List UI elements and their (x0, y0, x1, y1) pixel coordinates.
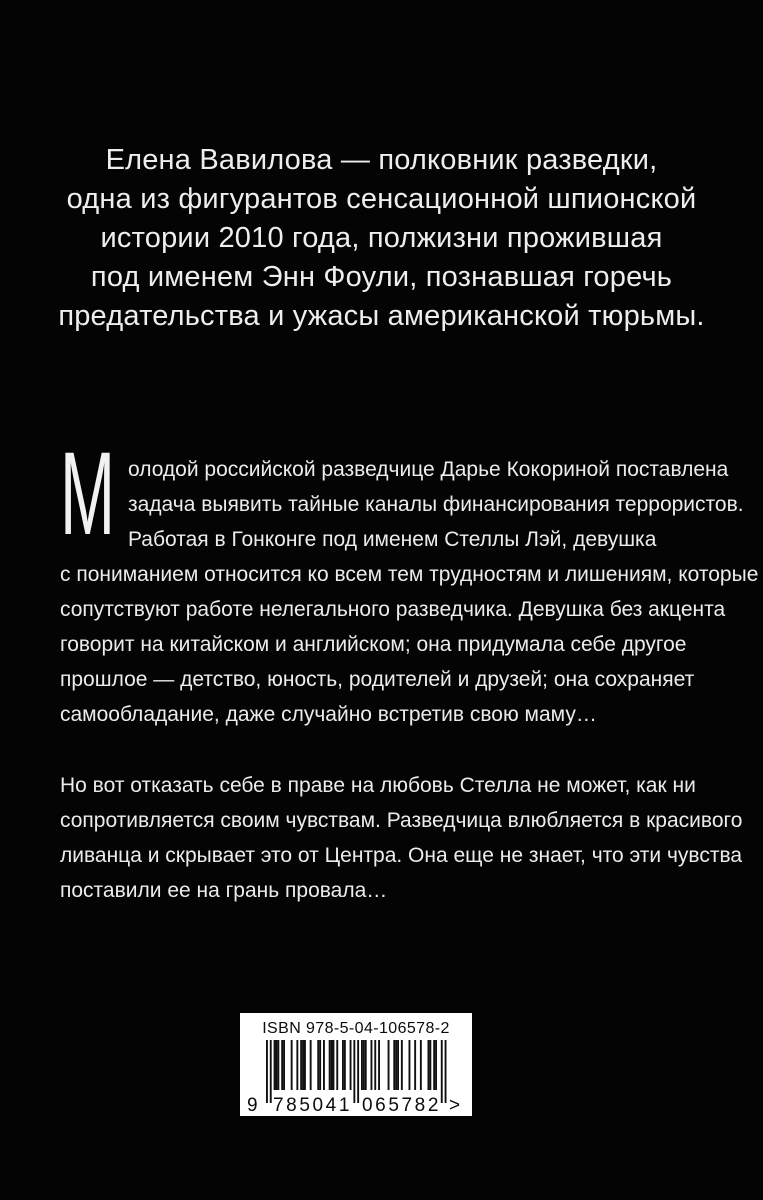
synopsis-line: Но вот отказать себе в праве на любовь Стелла не может, как ни (60, 774, 696, 797)
annotation-line-3: истории 2010 года, полжизни прожившая (100, 222, 663, 254)
ean-quiet-zone-mark: > (449, 1095, 461, 1116)
synopsis (60, 428, 759, 908)
isbn-label: ISBN 978-5-04-106578-2 (262, 1020, 450, 1037)
synopsis-line: говорит на китайском и английском; она придумала себе другое (60, 633, 687, 656)
synopsis-line: прошлое — детство, юность, родителей и друзей; она сохраняет (60, 668, 695, 691)
ean13-digits (240, 1095, 472, 1116)
ean-right-group: 065782 (362, 1095, 442, 1116)
ean13-bars (266, 1040, 447, 1103)
annotation-line-1: Елена Вавилова — полковник разведки, (105, 144, 658, 176)
synopsis-line: самообладание, даже случайно встретив свою маму… (60, 703, 597, 726)
ean-left-group: 785041 (273, 1095, 353, 1116)
synopsis-line: сопутствуют работе нелегального разведчика. Девушка без акцента (60, 598, 726, 621)
synopsis-line: поставили ее на грань провала… (60, 879, 388, 902)
synopsis-paragraph-2 (60, 768, 743, 908)
author-annotation (30, 141, 733, 336)
synopsis-line: с пониманием относится ко всем тем трудностям и лишениям, которые (60, 563, 759, 586)
synopsis-line: Работая в Гонконге под именем Стеллы Лэй, девушка (128, 528, 657, 551)
synopsis-line: задача выявить тайные каналы финансирования террористов. (128, 493, 744, 516)
ean-first-digit: 9 (247, 1095, 258, 1116)
isbn-barcode (240, 1013, 472, 1116)
synopsis-line: олодой российской разведчице Дарье Кокориной поставлена (128, 458, 729, 481)
drop-cap: М (60, 428, 116, 560)
annotation-line-2: одна из фигурантов сенсационной шпионской (66, 183, 697, 215)
annotation-line-4: под именем Энн Фоули, познавшая горечь (90, 261, 673, 293)
synopsis-line: ливанца и скрывает это от Центра. Она еще не знает, что эти чувства (60, 844, 743, 867)
synopsis-line: сопротивляется своим чувствам. Разведчица влюбляется в красивого (60, 809, 743, 832)
synopsis-paragraph-1 (60, 428, 759, 732)
annotation-line-5: предательства и ужасы американской тюрьмы. (58, 300, 705, 332)
